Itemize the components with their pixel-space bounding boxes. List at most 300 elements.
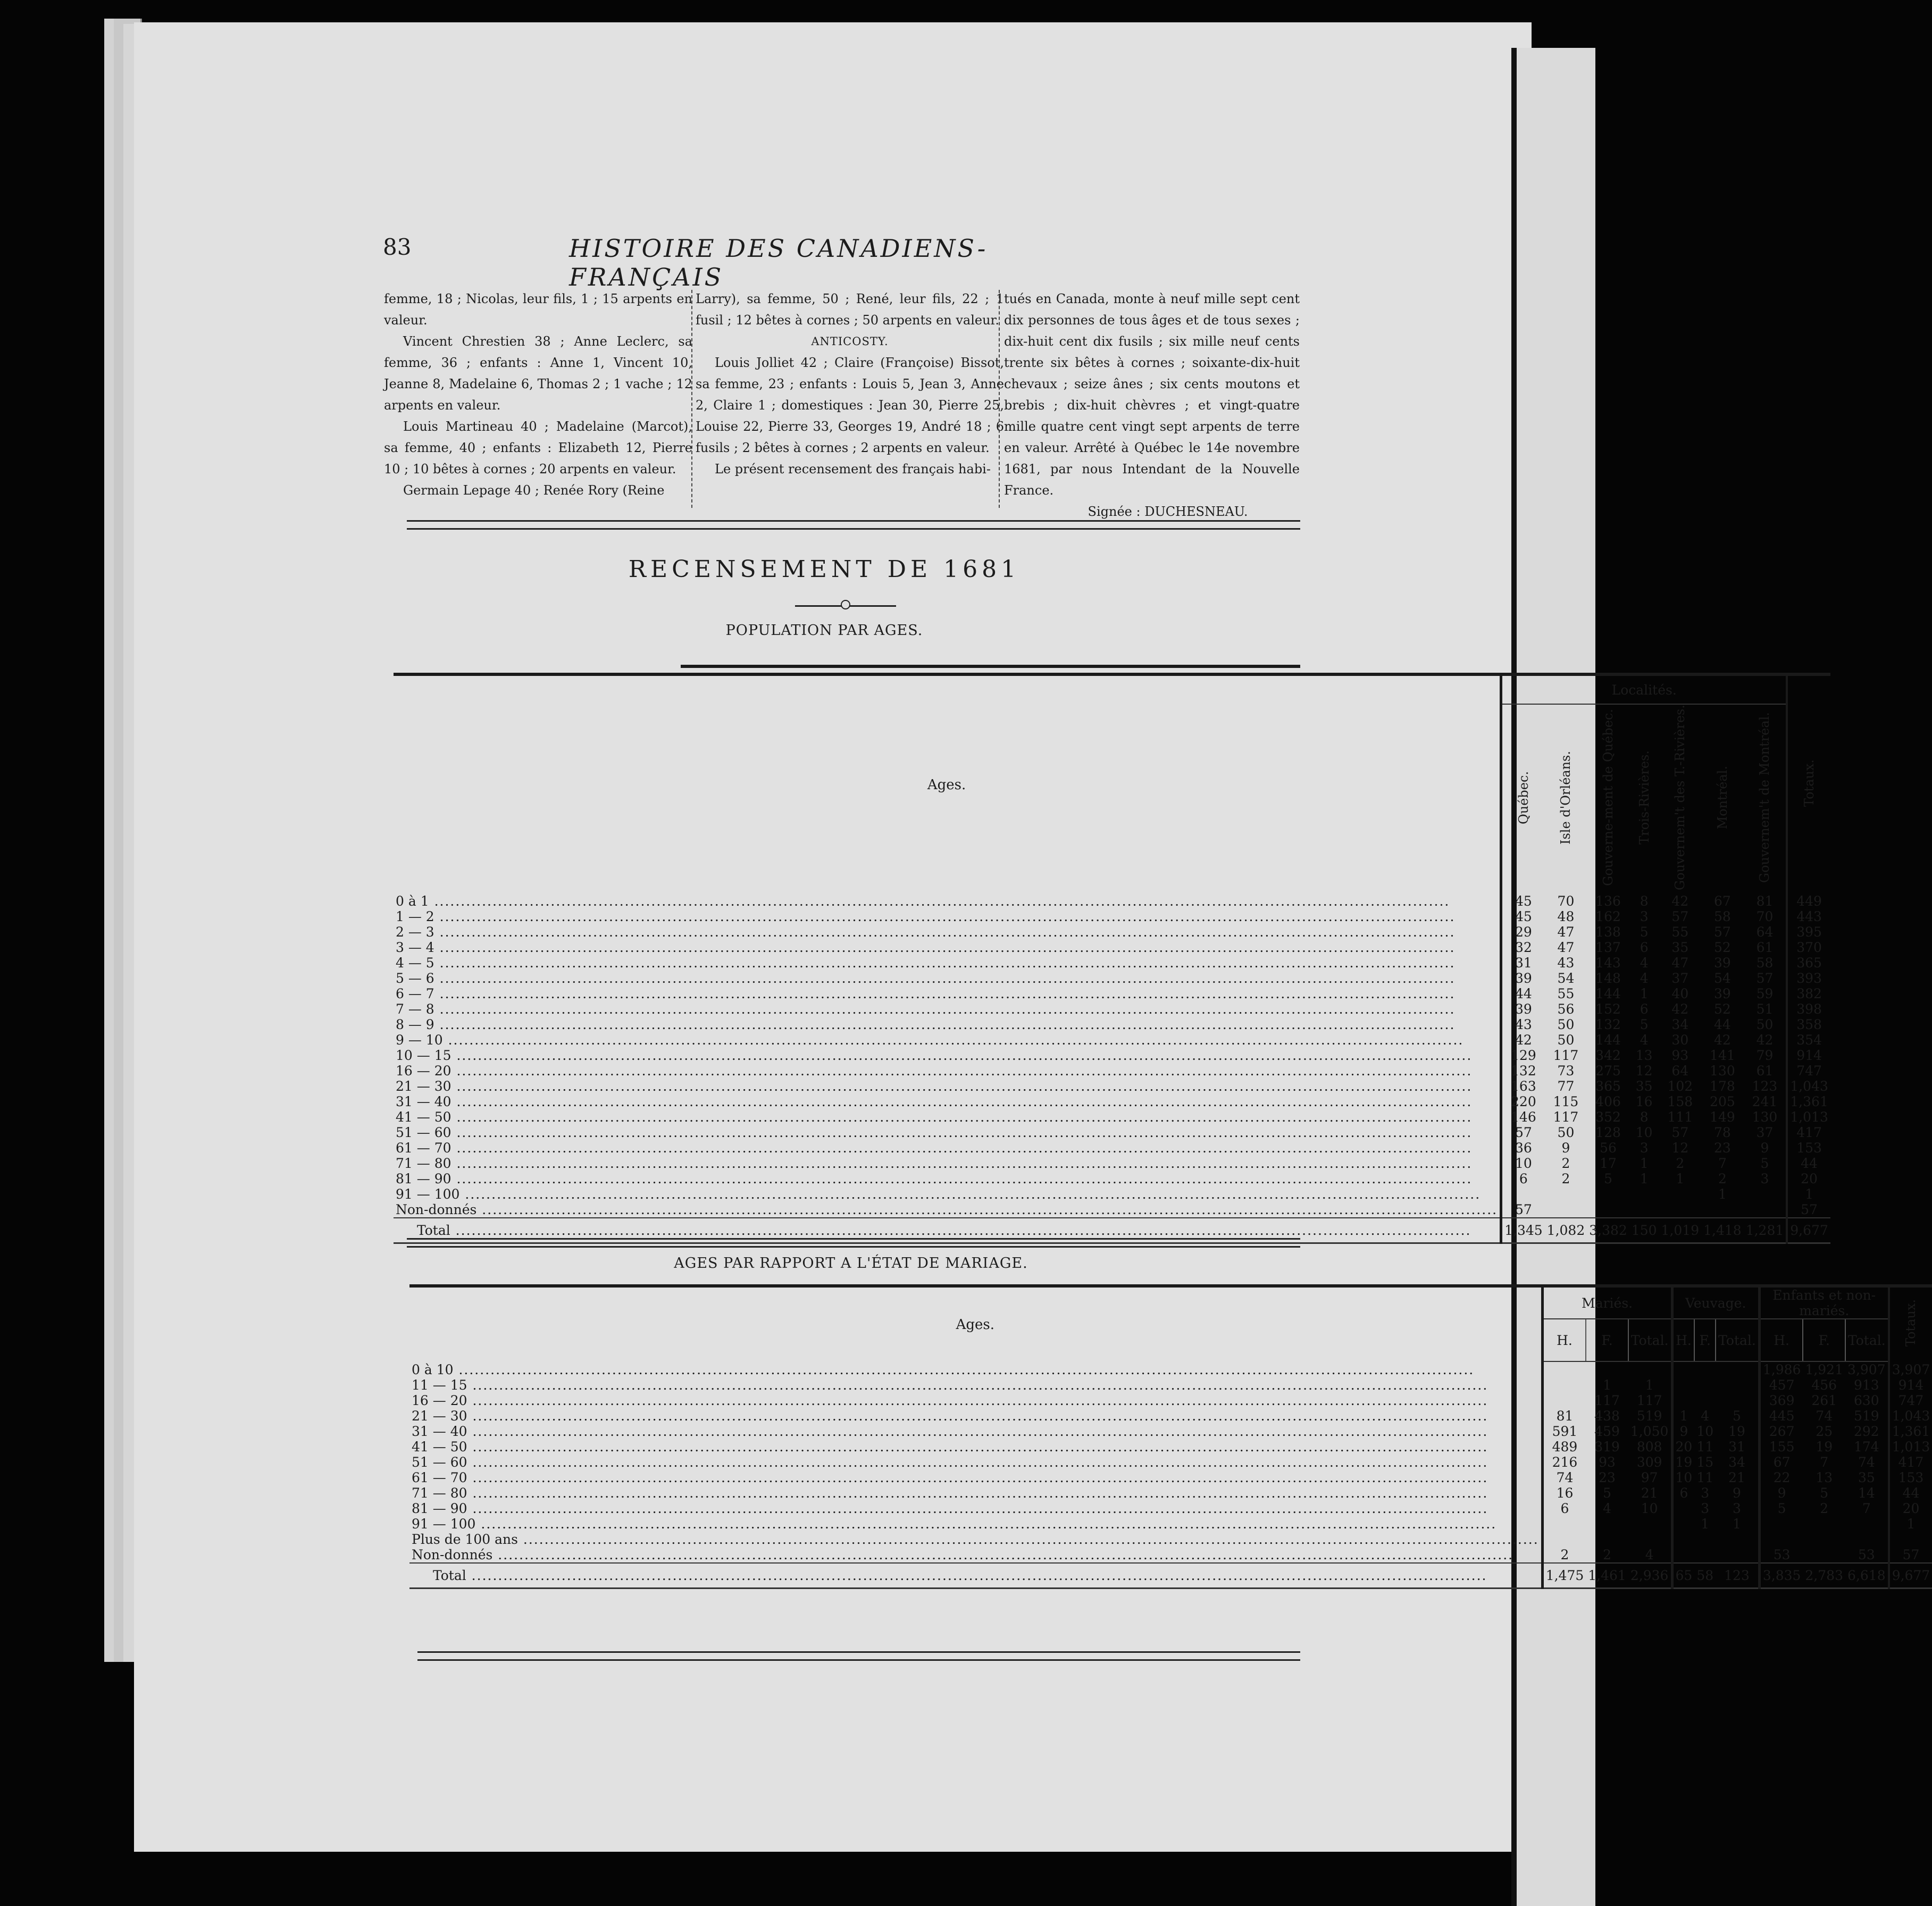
value-cell: 111	[1667, 1109, 1693, 1125]
value-cell: 123	[1752, 1079, 1778, 1094]
value-cell: 40	[1671, 986, 1689, 1002]
total-cell: 6,618	[1845, 1563, 1889, 1589]
value-cell: 1,361	[1889, 1424, 1932, 1439]
value-cell: 137	[1595, 940, 1621, 956]
value-cell: 42	[1671, 893, 1689, 909]
value-cell	[1759, 1516, 1803, 1532]
total-cell: 150	[1629, 1218, 1659, 1243]
value-cell: 457	[1759, 1377, 1803, 1393]
value-cell	[1672, 1361, 1694, 1377]
value-cell: 11	[1696, 1439, 1714, 1454]
value-cell: 398	[1787, 1001, 1830, 1017]
value-cell: 914	[1787, 1048, 1830, 1063]
value-cell	[1694, 1547, 1716, 1563]
subcolumn-header: H.	[1759, 1319, 1803, 1361]
value-cell	[1672, 1501, 1694, 1516]
value-cell: 57	[1714, 924, 1731, 940]
value-cell: 35	[1635, 1079, 1653, 1094]
value-cell	[1701, 1202, 1744, 1218]
value-cell	[1744, 1202, 1787, 1218]
table-row	[394, 1125, 1830, 1140]
age-label-text: Non-donnés .....	[396, 1202, 1498, 1217]
age-label	[409, 1454, 1542, 1470]
value-cell: 591	[1542, 1424, 1586, 1439]
value-cell	[1803, 1547, 1845, 1563]
value-cell: 93	[1599, 1454, 1616, 1470]
age-label	[394, 971, 1501, 986]
value-cell: 23	[1599, 1470, 1616, 1485]
age-label	[394, 1063, 1501, 1079]
age-label	[394, 1202, 1501, 1218]
value-cell: 47	[1557, 940, 1575, 956]
value-cell: 443	[1787, 909, 1830, 924]
value-cell: 5	[1604, 1171, 1612, 1187]
value-cell: 53	[1858, 1547, 1875, 1562]
value-cell: 5	[1603, 1485, 1611, 1501]
value-cell: 261	[1811, 1393, 1837, 1408]
paragraph: Louis Jolliet 42 ; Claire (Françoise) Bissot, sa femme, 23 ; enfants : Louis 5, Jean 3, Anne 2, Claire 1 ; domestiques : Jean 30, Pierre 25, Louise 22, Pierre 33, Georges 19, André 18 ; 6 fusils ; 2 bêtes à cornes ; 2 arpents en valeur.	[696, 355, 1004, 455]
age-label	[394, 909, 1501, 924]
age-label	[394, 1017, 1501, 1032]
value-cell: 34	[1728, 1454, 1745, 1470]
section-divider	[407, 520, 1300, 530]
total-cell: 1,461	[1586, 1563, 1628, 1589]
age-label-text: Non-donnés .....	[412, 1547, 1513, 1562]
value-cell: 4	[1603, 1501, 1611, 1516]
value-cell: 162	[1595, 909, 1621, 925]
value-cell: 57	[1671, 909, 1689, 925]
value-cell: 10	[1672, 1470, 1694, 1485]
age-label-text: 0 à 10 .....	[412, 1362, 1474, 1377]
text-column-2	[696, 288, 1004, 480]
table2-title: AGES PAR RAPPORT A L'ÉTAT DE MARIAGE.	[674, 1255, 1028, 1272]
value-cell: 163	[1501, 1079, 1545, 1094]
column-header-locality	[1744, 704, 1787, 893]
age-label	[394, 1032, 1501, 1048]
paragraph: Larry), sa femme, 50 ; René, leur fils, 22 ; 1 fusil ; 12 bêtes à cornes ; 50 arpents en valeur.	[696, 291, 1004, 328]
value-cell: 37	[1756, 1125, 1774, 1141]
value-cell: 1	[1701, 1516, 1710, 1532]
value-cell: 81	[1542, 1408, 1586, 1424]
age-label-text: 41 — 50 .....	[396, 1109, 1472, 1125]
value-cell: 1,050	[1630, 1424, 1669, 1439]
total-cell: 3,835	[1759, 1563, 1803, 1589]
value-cell: 369	[1759, 1393, 1803, 1408]
value-cell: 3	[1640, 1140, 1649, 1156]
value-cell: 365	[1787, 955, 1830, 971]
paragraph: ANTICOSTY.	[811, 335, 889, 348]
total-cell: 1,019	[1659, 1218, 1702, 1243]
value-cell: 7	[1862, 1501, 1871, 1516]
value-cell: 20	[1787, 1171, 1830, 1186]
value-cell	[1716, 1547, 1759, 1563]
value-cell: 25	[1816, 1424, 1833, 1439]
value-cell: 23	[1714, 1140, 1731, 1156]
table-row	[409, 1470, 1932, 1485]
value-cell: 11	[1696, 1470, 1714, 1485]
age-label	[394, 986, 1501, 1001]
age-label	[409, 1408, 1542, 1424]
value-cell: 19	[1816, 1439, 1833, 1454]
value-cell: 50	[1557, 1125, 1575, 1141]
value-cell	[1542, 1516, 1586, 1532]
value-cell: 267	[1759, 1424, 1803, 1439]
value-cell: 31	[1501, 955, 1545, 971]
value-cell: 10	[1696, 1424, 1714, 1439]
age-label-text: Plus de 100 ans .....	[412, 1532, 1539, 1547]
value-cell: 9	[1760, 1140, 1769, 1156]
value-cell	[1629, 1202, 1659, 1218]
value-cell: 67	[1714, 893, 1731, 909]
value-cell: 55	[1671, 924, 1689, 940]
value-cell: 12	[1671, 1140, 1689, 1156]
value-cell: 128	[1595, 1125, 1621, 1141]
value-cell: 10	[1501, 1156, 1545, 1171]
value-cell	[1659, 1186, 1702, 1202]
value-cell	[1586, 1516, 1628, 1532]
value-cell: 130	[1752, 1109, 1778, 1125]
value-cell: 50	[1557, 1017, 1575, 1033]
value-cell: 19	[1728, 1424, 1745, 1439]
column-header-label: Isle d'Orléans.	[1558, 750, 1574, 845]
value-cell	[1716, 1377, 1759, 1393]
value-cell: 50	[1756, 1017, 1774, 1033]
value-cell: 275	[1595, 1063, 1621, 1079]
text-column-3	[1004, 288, 1300, 522]
value-cell: 1	[1672, 1408, 1694, 1424]
value-cell: 519	[1636, 1408, 1662, 1424]
value-cell	[1628, 1516, 1672, 1532]
age-label-text: 16 — 20 .....	[396, 1063, 1472, 1079]
value-cell: 138	[1595, 924, 1621, 940]
age-label-text: 3 — 4 .....	[396, 940, 1455, 955]
group-header-enfants: Enfants et non-mariés.	[1759, 1286, 1888, 1319]
value-cell: 155	[1759, 1439, 1803, 1454]
value-cell	[1889, 1532, 1932, 1547]
value-cell	[1672, 1377, 1694, 1393]
value-cell: 5	[1820, 1485, 1829, 1501]
value-cell: 21	[1728, 1470, 1745, 1485]
value-cell: 50	[1557, 1032, 1575, 1048]
value-cell: 115	[1553, 1094, 1579, 1110]
value-cell: 44	[1501, 986, 1545, 1001]
value-cell: 1,013	[1787, 1109, 1830, 1125]
value-cell	[1586, 1532, 1628, 1547]
value-cell: 64	[1671, 1063, 1689, 1079]
value-cell: 1,043	[1787, 1079, 1830, 1094]
value-cell: 31	[1728, 1439, 1745, 1454]
age-label-text: 21 — 30 .....	[396, 1079, 1472, 1094]
value-cell: 45	[1501, 909, 1545, 924]
value-cell: 93	[1671, 1048, 1689, 1064]
value-cell: 445	[1759, 1408, 1803, 1424]
value-cell: 56	[1557, 1001, 1575, 1017]
value-cell	[1629, 1186, 1659, 1202]
age-label-text: 7 — 8 .....	[396, 1001, 1455, 1017]
table-row	[409, 1361, 1932, 1377]
value-cell: 149	[1710, 1109, 1735, 1125]
age-label	[409, 1501, 1542, 1516]
value-cell	[1694, 1532, 1716, 1547]
table-row	[409, 1501, 1932, 1516]
column-header-label: Trois-Rivières.	[1636, 750, 1652, 845]
value-cell: 1	[1733, 1516, 1741, 1532]
table-row	[394, 1202, 1830, 1218]
value-cell: 117	[1636, 1393, 1662, 1408]
value-cell: 148	[1595, 971, 1621, 987]
value-cell	[1542, 1377, 1586, 1393]
value-cell: 61	[1756, 940, 1774, 956]
value-cell: 144	[1595, 1032, 1621, 1048]
paragraph: Le présent recensement des français habi-	[715, 462, 991, 476]
value-cell: 309	[1636, 1454, 1662, 1470]
age-label-text: 16 — 20 .....	[412, 1393, 1488, 1408]
age-label	[409, 1516, 1542, 1532]
value-cell: 44	[1714, 1017, 1731, 1033]
value-cell	[1672, 1547, 1694, 1563]
table-row	[394, 1094, 1830, 1109]
value-cell: 70	[1557, 893, 1575, 909]
value-cell: 4	[1640, 971, 1649, 987]
table-row	[394, 1079, 1830, 1094]
value-cell: 52	[1714, 940, 1731, 956]
group-header-veuvage: Veuvage.	[1672, 1286, 1759, 1319]
value-cell: 5	[1640, 1017, 1649, 1033]
age-label	[409, 1470, 1542, 1485]
value-cell	[1545, 1186, 1587, 1202]
value-cell: 14	[1858, 1485, 1875, 1501]
value-cell: 914	[1889, 1377, 1932, 1393]
subcolumn-header: H.	[1542, 1319, 1586, 1361]
value-cell: 3	[1733, 1501, 1741, 1516]
value-cell: 81	[1756, 893, 1774, 909]
age-label	[409, 1439, 1542, 1454]
value-cell: 406	[1595, 1094, 1621, 1110]
column-header-locality	[1659, 704, 1702, 893]
value-cell: 16	[1542, 1485, 1586, 1501]
table-row	[394, 1063, 1830, 1079]
value-cell: 358	[1787, 1017, 1830, 1032]
value-cell: 417	[1787, 1125, 1830, 1140]
value-cell: 747	[1787, 1063, 1830, 1079]
total-cell: 3,382	[1587, 1218, 1629, 1243]
value-cell: 1,921	[1805, 1362, 1843, 1377]
age-label-text: 21 — 30 .....	[412, 1408, 1488, 1424]
value-cell: 292	[1853, 1424, 1879, 1439]
column-header-locality	[1545, 704, 1587, 893]
age-label	[409, 1424, 1542, 1439]
age-label-text: 31 — 40 .....	[412, 1424, 1488, 1439]
value-cell	[1716, 1361, 1759, 1377]
value-cell: 4	[1640, 955, 1649, 971]
age-label-text: 8 — 9 .....	[396, 1017, 1455, 1032]
group-header-maries: Mariés.	[1542, 1286, 1672, 1319]
age-label-text: 31 — 40 .....	[396, 1094, 1472, 1109]
totals-header	[1787, 674, 1830, 893]
age-label	[394, 1001, 1501, 1017]
table-row	[409, 1408, 1932, 1424]
marital-status-table	[409, 1284, 1932, 1589]
subcolumn-header: H.	[1672, 1319, 1694, 1361]
value-cell: 1	[1787, 1186, 1830, 1202]
value-cell: 1	[1645, 1377, 1654, 1393]
value-cell: 3	[1701, 1501, 1710, 1516]
total-cell: 1,345	[1501, 1218, 1545, 1243]
value-cell: 4	[1640, 1032, 1649, 1048]
subcolumn-header: F.	[1694, 1319, 1716, 1361]
total-label-text: Total .....	[412, 1568, 1487, 1583]
age-label	[409, 1393, 1542, 1408]
column-header-label: Gouverne-ment de Québec.	[1601, 709, 1616, 887]
value-cell: 54	[1714, 971, 1731, 987]
value-cell: 42	[1714, 1032, 1731, 1048]
value-cell: 42	[1756, 1032, 1774, 1048]
value-cell: 32	[1501, 940, 1545, 955]
table-row	[394, 1048, 1830, 1063]
age-label-text: 91 — 100 .....	[412, 1516, 1496, 1532]
value-cell: 5	[1733, 1408, 1741, 1424]
value-cell: 35	[1671, 940, 1689, 956]
age-label-text: 51 — 60 .....	[412, 1454, 1488, 1470]
paragraph: Vincent Chrestien 38 ; Anne Leclerc, sa femme, 36 ; enfants : Anne 1, Vincent 10, Jeanne 8, Madelaine 6, Thomas 2 ; 1 vache ; 12 arpents en valeur.	[384, 334, 692, 413]
table-row	[394, 955, 1830, 971]
table-row	[394, 924, 1830, 940]
value-cell: 2	[1561, 1156, 1570, 1172]
value-cell	[1545, 1202, 1587, 1218]
column-header-locality	[1501, 704, 1545, 893]
value-cell: 53	[1759, 1547, 1803, 1563]
value-cell: 6	[1640, 940, 1649, 956]
subcolumn-header: F.	[1803, 1319, 1845, 1361]
column-header-locality	[1701, 704, 1744, 893]
value-cell: 37	[1671, 971, 1689, 987]
column-rule	[691, 290, 692, 508]
value-cell	[1803, 1532, 1845, 1547]
value-cell: 141	[1710, 1048, 1735, 1064]
value-cell: 417	[1889, 1454, 1932, 1470]
value-cell: 8	[1640, 1109, 1649, 1125]
value-cell: 1,013	[1889, 1439, 1932, 1454]
value-cell: 117	[1553, 1109, 1579, 1125]
value-cell: 56	[1600, 1140, 1617, 1156]
age-label-text: 1 — 2 .....	[396, 909, 1455, 924]
table-row	[409, 1454, 1932, 1470]
localities-header: Localités.	[1501, 674, 1787, 704]
value-cell	[1659, 1202, 1702, 1218]
table-row	[409, 1547, 1932, 1563]
value-cell: 57	[1787, 1202, 1830, 1218]
paragraph: tués en Canada, monte à neuf mille sept cent dix personnes de tous âges et de tous sexes ; dix-huit cent dix fusils ; six mille neuf cents trente six bêtes à cornes ; soixante-dix-huit chevaux ; seize ânes ; six cents moutons et brebis ; dix-huit chèvres ; et vingt-quatre mille quatre cent vingt sept arpents de terre en valeur. Arrêté à Québec le 14e novembre 1681, par nous Intendant de la Nouvelle France.	[1004, 291, 1300, 498]
value-cell: 130	[1710, 1063, 1735, 1079]
value-cell: 117	[1553, 1048, 1579, 1064]
value-cell	[1672, 1532, 1694, 1547]
text-column-1	[384, 288, 692, 501]
ages-header: Ages.	[394, 674, 1501, 893]
value-cell: 129	[1501, 1048, 1545, 1063]
table-row	[394, 986, 1830, 1001]
population-by-age-table	[394, 673, 1830, 1244]
table-row	[394, 893, 1830, 909]
value-cell: 17	[1600, 1156, 1617, 1172]
value-cell: 20	[1889, 1501, 1932, 1516]
value-cell: 73	[1557, 1063, 1575, 1079]
value-cell: 449	[1787, 893, 1830, 909]
age-label-text: 4 — 5 .....	[396, 955, 1455, 971]
value-cell	[1716, 1393, 1759, 1408]
value-cell: 7	[1820, 1454, 1829, 1470]
value-cell: 57	[1889, 1547, 1932, 1563]
value-cell: 54	[1557, 971, 1575, 987]
value-cell: 9	[1759, 1485, 1803, 1501]
value-cell: 45	[1501, 893, 1545, 909]
column-header-label: Gouvernem't de Montréal.	[1757, 712, 1772, 883]
total-cell: 65	[1672, 1563, 1694, 1589]
total-label-text: Total .....	[396, 1223, 1471, 1238]
age-label	[394, 924, 1501, 940]
value-cell: 15	[1696, 1454, 1714, 1470]
value-cell: 393	[1787, 971, 1830, 986]
value-cell: 1	[1603, 1377, 1611, 1393]
value-cell: 2	[1542, 1547, 1586, 1563]
value-cell: 42	[1671, 1001, 1689, 1017]
age-label-text: 41 — 50 .....	[412, 1439, 1488, 1454]
value-cell: 30	[1671, 1032, 1689, 1048]
value-cell: 382	[1787, 986, 1830, 1001]
paragraph: Germain Lepage 40 ; Renée Rory (Reine	[403, 483, 665, 498]
age-label	[394, 893, 1501, 909]
subcolumn-header: Total.	[1845, 1319, 1889, 1361]
value-cell: 158	[1667, 1094, 1693, 1110]
value-cell: 370	[1787, 940, 1830, 955]
value-cell: 395	[1787, 924, 1830, 940]
table-row	[394, 909, 1830, 924]
value-cell: 9	[1733, 1485, 1741, 1501]
value-cell: 6	[1672, 1485, 1694, 1501]
age-label-text: 91 — 100 .....	[396, 1186, 1481, 1202]
total-row	[409, 1563, 1932, 1589]
table-row	[409, 1439, 1932, 1454]
value-cell	[1845, 1516, 1889, 1532]
value-cell: 747	[1889, 1393, 1932, 1408]
total-cell: 1,418	[1701, 1218, 1744, 1243]
total-cell: 2,783	[1803, 1563, 1845, 1589]
value-cell: 39	[1714, 986, 1731, 1002]
total-cell: 123	[1716, 1563, 1759, 1589]
value-cell: 132	[1595, 1017, 1621, 1033]
table-row	[394, 1001, 1830, 1017]
value-cell: 13	[1816, 1470, 1833, 1485]
age-label-text: 9 — 10 .....	[396, 1032, 1463, 1048]
paragraph: Signée : DUCHESNEAU.	[1088, 504, 1248, 519]
value-cell: 6	[1501, 1171, 1545, 1186]
value-cell: 241	[1752, 1094, 1778, 1110]
value-cell: 34	[1671, 1017, 1689, 1033]
value-cell: 1	[1640, 1156, 1649, 1172]
age-label-text: 71 — 80 .....	[412, 1485, 1488, 1501]
value-cell: 342	[1595, 1048, 1621, 1064]
age-label-text: 0 à 1 .....	[396, 893, 1450, 909]
value-cell: 4	[1701, 1408, 1710, 1424]
value-cell: 74	[1542, 1470, 1586, 1485]
value-cell: 365	[1595, 1079, 1621, 1094]
value-cell: 36	[1501, 1140, 1545, 1156]
value-cell: 220	[1501, 1094, 1545, 1109]
age-label	[394, 1171, 1501, 1186]
age-label	[394, 1140, 1501, 1156]
value-cell: 354	[1787, 1032, 1830, 1048]
value-cell: 102	[1667, 1079, 1693, 1094]
column-header-label: Montréal.	[1714, 765, 1730, 830]
